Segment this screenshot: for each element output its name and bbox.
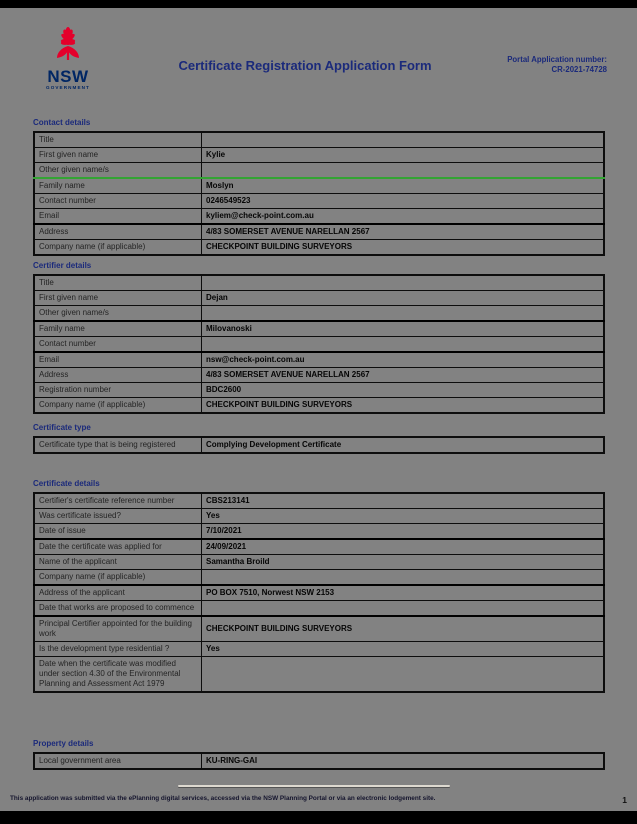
row-value: BDC2600 [202, 383, 605, 398]
row-value: Dejan [202, 291, 605, 306]
row-value [202, 132, 605, 148]
row-label: Title [34, 275, 202, 291]
table-row [34, 398, 604, 414]
row-label: Family name [34, 178, 202, 194]
section-certdetails [33, 479, 605, 693]
certtype-table [33, 436, 605, 454]
row-value: KU-RING-GAI [202, 753, 605, 769]
table-row [34, 321, 604, 337]
row-value: Kylie [202, 148, 605, 163]
row-value: Milovanoski [202, 321, 605, 337]
table-row [34, 437, 604, 453]
table-row [34, 524, 604, 540]
table-row [34, 383, 604, 398]
footer-note: This application was submitted via the ePlanning digital services, accessed via the NSW Planning Portal or via an electronic lodgement site. [10, 795, 436, 802]
row-label: Address of the applicant [34, 585, 202, 601]
section-contact [33, 118, 605, 256]
row-value [202, 601, 605, 617]
row-label: Address [34, 224, 202, 240]
row-label: Title [34, 132, 202, 148]
nsw-waratah-icon [47, 51, 89, 68]
row-value: CHECKPOINT BUILDING SURVEYORS [202, 616, 605, 642]
table-row [34, 291, 604, 306]
table-row [34, 178, 604, 194]
table-row [34, 570, 604, 586]
row-value: 7/10/2021 [202, 524, 605, 540]
table-row [34, 224, 604, 240]
table-row [34, 493, 604, 509]
row-label: Is the development type residential ? [34, 642, 202, 657]
row-value: Yes [202, 509, 605, 524]
page-number: 1 [622, 795, 627, 805]
row-label: Email [34, 209, 202, 225]
logo-brand-text: NSW [47, 67, 89, 86]
table-row [34, 275, 604, 291]
certdetails-table [33, 492, 605, 693]
section-certtype [33, 423, 605, 454]
row-value: Yes [202, 642, 605, 657]
row-label: Certificate type that is being registered [34, 437, 202, 453]
table-row [34, 657, 604, 693]
table-row [34, 194, 604, 209]
row-label: Was certificate issued? [34, 509, 202, 524]
row-value [202, 337, 605, 353]
row-value: 24/09/2021 [202, 539, 605, 555]
row-label: Company name (if applicable) [34, 240, 202, 256]
row-label: Local government area [34, 753, 202, 769]
row-label: Other given name/s [34, 163, 202, 179]
table-row [34, 209, 604, 225]
row-value [202, 570, 605, 586]
row-label: Registration number [34, 383, 202, 398]
table-row [34, 368, 604, 383]
bottom-black-bar [0, 811, 637, 824]
footer-divider [178, 785, 450, 787]
table-row [34, 753, 604, 769]
row-value: CHECKPOINT BUILDING SURVEYORS [202, 398, 605, 414]
table-row [34, 539, 604, 555]
row-label: Contact number [34, 194, 202, 209]
row-value [202, 657, 605, 693]
row-label: Principal Certifier appointed for the building work [34, 616, 202, 642]
section-heading-contact: Contact details [33, 118, 91, 127]
section-heading-certifier: Certifier details [33, 261, 92, 270]
row-value: Samantha Broild [202, 555, 605, 570]
row-value: PO BOX 7510, Norwest NSW 2153 [202, 585, 605, 601]
row-value: CBS213141 [202, 493, 605, 509]
table-row [34, 148, 604, 163]
table-row [34, 642, 604, 657]
section-property [33, 739, 605, 770]
footer [10, 795, 627, 805]
table-row [34, 585, 604, 601]
row-value: 0246549523 [202, 194, 605, 209]
certifier-table [33, 274, 605, 414]
top-black-bar [0, 0, 637, 8]
table-row [34, 352, 604, 368]
portal-number-label: Portal Application number: [507, 55, 607, 64]
table-row [34, 509, 604, 524]
section-heading-certtype: Certificate type [33, 423, 91, 432]
row-label: Name of the applicant [34, 555, 202, 570]
section-heading-property: Property details [33, 739, 94, 748]
nsw-government-logo [38, 24, 98, 90]
table-row [34, 163, 604, 179]
table-row [34, 240, 604, 256]
row-label: Date of issue [34, 524, 202, 540]
row-label: Contact number [34, 337, 202, 353]
table-row [34, 132, 604, 148]
table-row [34, 337, 604, 353]
row-label: Date the certificate was applied for [34, 539, 202, 555]
row-value: Complying Development Certificate [202, 437, 605, 453]
section-certifier [33, 261, 605, 414]
row-label: Date that works are proposed to commence [34, 601, 202, 617]
page-title: Certificate Registration Application Form [178, 58, 432, 73]
property-table [33, 752, 605, 770]
row-value: CHECKPOINT BUILDING SURVEYORS [202, 240, 605, 256]
row-label: Date when the certificate was modified under section 4.30 of the Environmental Planning and Assessment Act 1979 [34, 657, 202, 693]
row-label: Family name [34, 321, 202, 337]
row-value: 4/83 SOMERSET AVENUE NARELLAN 2567 [202, 368, 605, 383]
contact-table [33, 131, 605, 256]
row-value: Moslyn [202, 178, 605, 194]
table-row [34, 616, 604, 642]
table-row [34, 306, 604, 322]
row-value [202, 163, 605, 179]
row-label: Other given name/s [34, 306, 202, 322]
row-label: Email [34, 352, 202, 368]
portal-number-value: CR-2021-74728 [551, 65, 607, 74]
row-value: kyliem@check-point.com.au [202, 209, 605, 225]
row-label: Address [34, 368, 202, 383]
section-heading-certdetails: Certificate details [33, 479, 100, 488]
row-label: Certifier's certificate reference number [34, 493, 202, 509]
row-value [202, 275, 605, 291]
row-label: Company name (if applicable) [34, 398, 202, 414]
row-label: Company name (if applicable) [34, 570, 202, 586]
row-value [202, 306, 605, 322]
portal-application-number [507, 55, 607, 75]
row-label: First given name [34, 148, 202, 163]
table-row [34, 601, 604, 617]
logo-sub-text: GOVERNMENT [46, 85, 90, 90]
row-label: First given name [34, 291, 202, 306]
row-value: 4/83 SOMERSET AVENUE NARELLAN 2567 [202, 224, 605, 240]
row-value: nsw@check-point.com.au [202, 352, 605, 368]
table-row [34, 555, 604, 570]
